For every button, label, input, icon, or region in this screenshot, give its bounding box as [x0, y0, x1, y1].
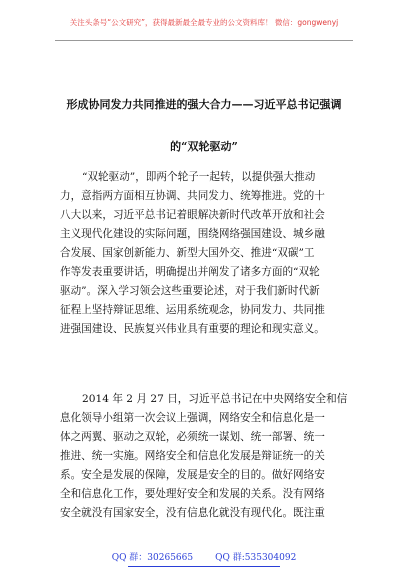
paragraph-line: 合发展、国家创新能力、新型大国外交、推进“双碳”工: [60, 247, 315, 259]
paragraph-1: [60, 168, 350, 339]
paragraph-line: 驱动”。深入学习领会这些重要论述，对于我们新时代新: [60, 285, 320, 297]
footer-underline: [128, 566, 280, 567]
document-title-line-2: 的“双轮驱动”: [170, 140, 238, 153]
paragraph-line: 全和信息化工作，要处理好安全和发展的关系。没有网络: [60, 488, 325, 500]
paragraph-line: 征程上坚持辩证思维、运用系统观念，协同发力、共同推: [60, 304, 325, 316]
paragraph-line: 息化领导小组第一次会议上强调，网络安全和信息化是一: [60, 412, 325, 424]
paragraph-line: 系。安全是发展的保障，发展是安全的目的。做好网络安: [60, 469, 325, 481]
footer-qq-group-2: QQ 群:535304092: [215, 553, 297, 563]
paragraph-line: 2014 年 2 月 27 日，习近平总书记在中央网络安全和信: [82, 393, 348, 405]
paragraph-line: “双轮驱动”，即两个轮子一起转，以提供强大推动: [82, 171, 316, 183]
footer: [0, 552, 408, 564]
top-banner: 关注头条号“公文研究”，获得最新最全最专业的公文资料库！ 微信：gongwenyj: [69, 18, 339, 27]
paragraph-line: 作等发表重要讲话，明确提出并阐发了诸多方面的“双轮: [60, 266, 320, 278]
paragraph-line: 推进、统一实施。网络安全和信息化发展是辩证统一的关: [60, 450, 325, 462]
paragraph-line: 八大以来，习近平总书记着眼解决新时代改革开放和社会: [60, 209, 325, 221]
header-divider: [55, 40, 353, 41]
paragraph-2: [60, 390, 350, 523]
paragraph-line: 力，意指两方面相互协调、共同发力、统筹推进。党的十: [60, 190, 325, 202]
paragraph-line: 体之两翼、驱动之双轮，必须统一谋划、统一部署、统一: [60, 431, 325, 443]
footer-qq-group-1: QQ 群：30265665: [111, 553, 194, 563]
paragraph-line: 安全就没有国家安全，没有信息化就没有现代化。既注重: [60, 507, 325, 519]
paragraph-line: 主义现代化建设的实际问题，围绕网络强国建设、城乡融: [60, 228, 325, 240]
paragraph-line: 进强国建设、民族复兴伟业具有重要的理论和现实意义。: [60, 323, 325, 335]
document-title-line-1: 形成协同发力共同推进的强大合力——习近平总书记强调: [66, 98, 342, 111]
